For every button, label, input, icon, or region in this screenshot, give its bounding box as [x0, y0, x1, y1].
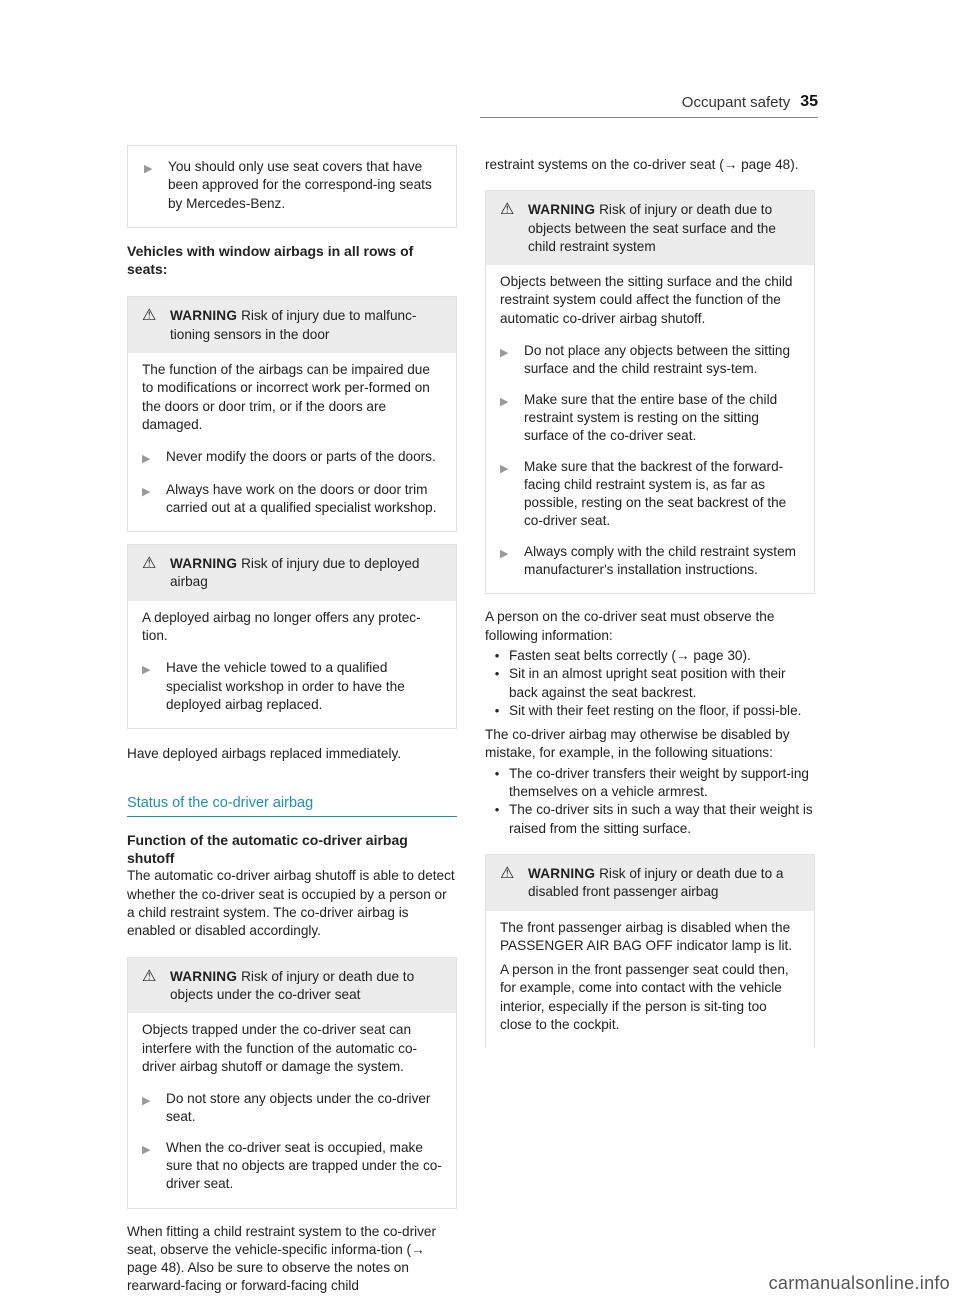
warning-title-text: Risk of injury due to malfunc-tioning sensors in the door — [170, 308, 417, 342]
warning-body — [486, 911, 814, 1049]
action-item — [144, 158, 444, 213]
seat-covers-box — [127, 145, 457, 228]
warning-disabled-airbag — [485, 854, 815, 1048]
header-section-title: Occupant safety — [681, 94, 791, 111]
left-column — [127, 145, 457, 1296]
warning-objects-between — [485, 190, 815, 594]
warning-body-text: A deployed airbag no longer offers any protec-tion. — [142, 609, 421, 644]
action-item — [142, 1090, 444, 1127]
action-arrow-icon: ▶ — [142, 1095, 151, 1108]
warning-triangle-icon: ⚠ — [500, 864, 515, 882]
warning-body-text: Objects between the sitting surface and the child restraint system could affect the function of the automatic co-driver airbag shutoff. — [500, 274, 793, 326]
warning-title — [528, 865, 802, 902]
action-text: Always comply with the child restraint system manufacturer's installation instructions. — [524, 543, 796, 578]
list-item — [485, 647, 815, 665]
bullet-icon: • — [494, 802, 500, 818]
warning-body-text: A person in the front passenger seat could then, for example, come into contact with the vehicle interior, especially if the person is sit-ting too close to the cockpit. — [500, 962, 789, 1032]
warning-title-text: Risk of injury or death due to objects under the co-driver seat — [170, 968, 415, 1002]
action-text: Always have work on the doors or door trim carried out at a qualified specialist workshop. — [166, 481, 437, 515]
list-item-text: Sit with their feet resting on the floor, if possi-ble. — [509, 702, 802, 718]
action-text: You should only use seat covers that have been approved for the correspond-ing seats by Mercedes-Benz. — [168, 159, 432, 211]
list-item-text: The co-driver sits in such a way that their weight is raised from the sitting surface. — [509, 802, 813, 836]
warning-title — [170, 307, 444, 344]
action-text: Do not store any objects under the co-driver seat. — [166, 1091, 431, 1125]
action-item — [500, 458, 802, 531]
action-arrow-icon: ▶ — [500, 347, 509, 360]
action-arrow-icon: ▶ — [144, 163, 153, 175]
list-item-text: Fasten seat belts correctly (→ page 30). — [509, 647, 751, 663]
list-item-text: Sit in an almost upright seat position with their back against the seat backrest. — [509, 666, 786, 700]
warning-title-text: Risk of injury due to deployed airbag — [170, 556, 420, 590]
action-arrow-icon: ▶ — [142, 453, 151, 466]
action-item — [500, 391, 802, 446]
action-arrow-icon: ▶ — [500, 547, 509, 560]
bullet-icon: • — [494, 647, 500, 663]
warning-label: WARNING — [170, 556, 238, 572]
warning-title-text: Risk of injury or death due to objects between the seat surface and the child restraint system — [528, 202, 776, 254]
warning-triangle-icon: ⚠ — [142, 555, 157, 573]
warning-title — [170, 555, 444, 592]
action-arrow-icon: ▶ — [142, 485, 151, 498]
action-text: Do not place any objects between the sitting surface and the child restraint sys-tem. — [524, 343, 791, 377]
action-item — [142, 1139, 444, 1194]
shutoff-heading: Function of the automatic co-driver airbag shutoff — [127, 831, 408, 867]
action-text: Have the vehicle towed to a qualified specialist workshop in order to have the deployed airbag replaced. — [166, 660, 405, 712]
warning-triangle-icon: ⚠ — [142, 967, 157, 985]
warning-body-text: Objects trapped under the co-driver seat can interfere with the function of the automatic co-driver airbag shutoff or damage the system. — [142, 1022, 418, 1074]
warning-body-text: The front passenger airbag is disabled when the PASSENGER AIR BAG OFF indicator lamp is lit. — [500, 919, 793, 953]
warning-label: WARNING — [170, 308, 238, 324]
warning-triangle-icon: ⚠ — [500, 201, 515, 219]
warning-label: WARNING — [170, 968, 238, 984]
action-text: Make sure that the entire base of the child restraint system is resting on the sitting surface of the co-driver seat. — [524, 391, 778, 444]
list-item — [485, 665, 815, 702]
shutoff-text: The automatic co-driver airbag shutoff is able to detect whether the co-driver seat is occupied by a person or a child restraint system. The co-driver airbag is enabled or disabled accordingly. — [127, 868, 455, 939]
warning-title — [170, 968, 444, 1005]
warning-sensors — [127, 296, 457, 532]
warning-objects-under-seat — [127, 957, 457, 1209]
action-item — [500, 543, 802, 580]
warning-deployed-airbag — [127, 544, 457, 729]
warning-title-text: Risk of injury or death due to a disabled front passenger airbag — [528, 865, 784, 900]
warning-header — [486, 191, 814, 265]
bullet-icon: • — [494, 666, 500, 682]
disabled-intro: The co-driver airbag may otherwise be disabled by mistake, for example, in the following situations: — [485, 727, 790, 761]
action-arrow-icon: ▶ — [142, 664, 151, 677]
action-item — [142, 481, 444, 518]
page-number: 35 — [800, 93, 818, 110]
warning-header — [128, 297, 456, 353]
warning-header — [128, 545, 456, 601]
list-item — [485, 702, 815, 720]
header-rule — [480, 117, 818, 118]
continued-text: restraint systems on the co-driver seat (→ page 48). — [485, 157, 799, 172]
page-header — [480, 93, 818, 111]
window-airbags-heading: Vehicles with window airbags in all rows of seats: — [127, 242, 414, 278]
watermark: carmanualsonline.info — [768, 1273, 950, 1293]
bullet-icon: • — [494, 702, 500, 718]
action-text: Never modify the doors or parts of the doors. — [166, 449, 436, 465]
warning-body — [486, 265, 814, 593]
bullet-icon: • — [494, 765, 500, 781]
fitting-text: When fitting a child restraint system to the co-driver seat, observe the vehicle-specific informa-tion (→ page 48). Also be sure to observe the notes on rearward-facing or forward-facing child — [127, 1223, 436, 1294]
warning-header — [128, 958, 456, 1014]
list-item — [485, 801, 815, 838]
warning-label: WARNING — [528, 202, 596, 218]
warning-label: WARNING — [528, 865, 596, 881]
right-column — [485, 156, 815, 1048]
warning-body-text: The function of the airbags can be impaired due to modifications or incorrect work per-formed on the doors or door trim, or if the doors are damaged. — [142, 362, 430, 432]
disabled-list — [485, 765, 815, 838]
action-arrow-icon: ▶ — [500, 395, 509, 408]
warning-body — [128, 601, 456, 728]
person-intro: A person on the co-driver seat must observe the following information: — [485, 609, 775, 643]
warning-body — [128, 353, 456, 531]
action-text: Make sure that the backrest of the forward-facing child restraint system is, as far as possible, resting on the seat backrest of the co-driver seat. — [524, 458, 787, 529]
person-list — [485, 647, 815, 720]
warning-title — [528, 201, 802, 256]
action-item — [500, 342, 802, 379]
action-item — [142, 659, 444, 714]
section-title: Status of the co-driver airbag — [127, 794, 457, 817]
warning-header — [486, 855, 814, 911]
action-arrow-icon: ▶ — [500, 462, 509, 475]
action-arrow-icon: ▶ — [142, 1143, 151, 1156]
action-text: When the co-driver seat is occupied, make sure that no objects are trapped under the co-driver seat. — [166, 1139, 442, 1192]
list-item — [485, 765, 815, 802]
action-item — [142, 448, 444, 468]
warning-body — [128, 1013, 456, 1207]
warning-triangle-icon: ⚠ — [142, 307, 157, 325]
list-item-text: The co-driver transfers their weight by support-ing themselves on a vehicle armrest. — [509, 765, 809, 800]
replace-note: Have deployed airbags replaced immediately. — [127, 746, 402, 762]
